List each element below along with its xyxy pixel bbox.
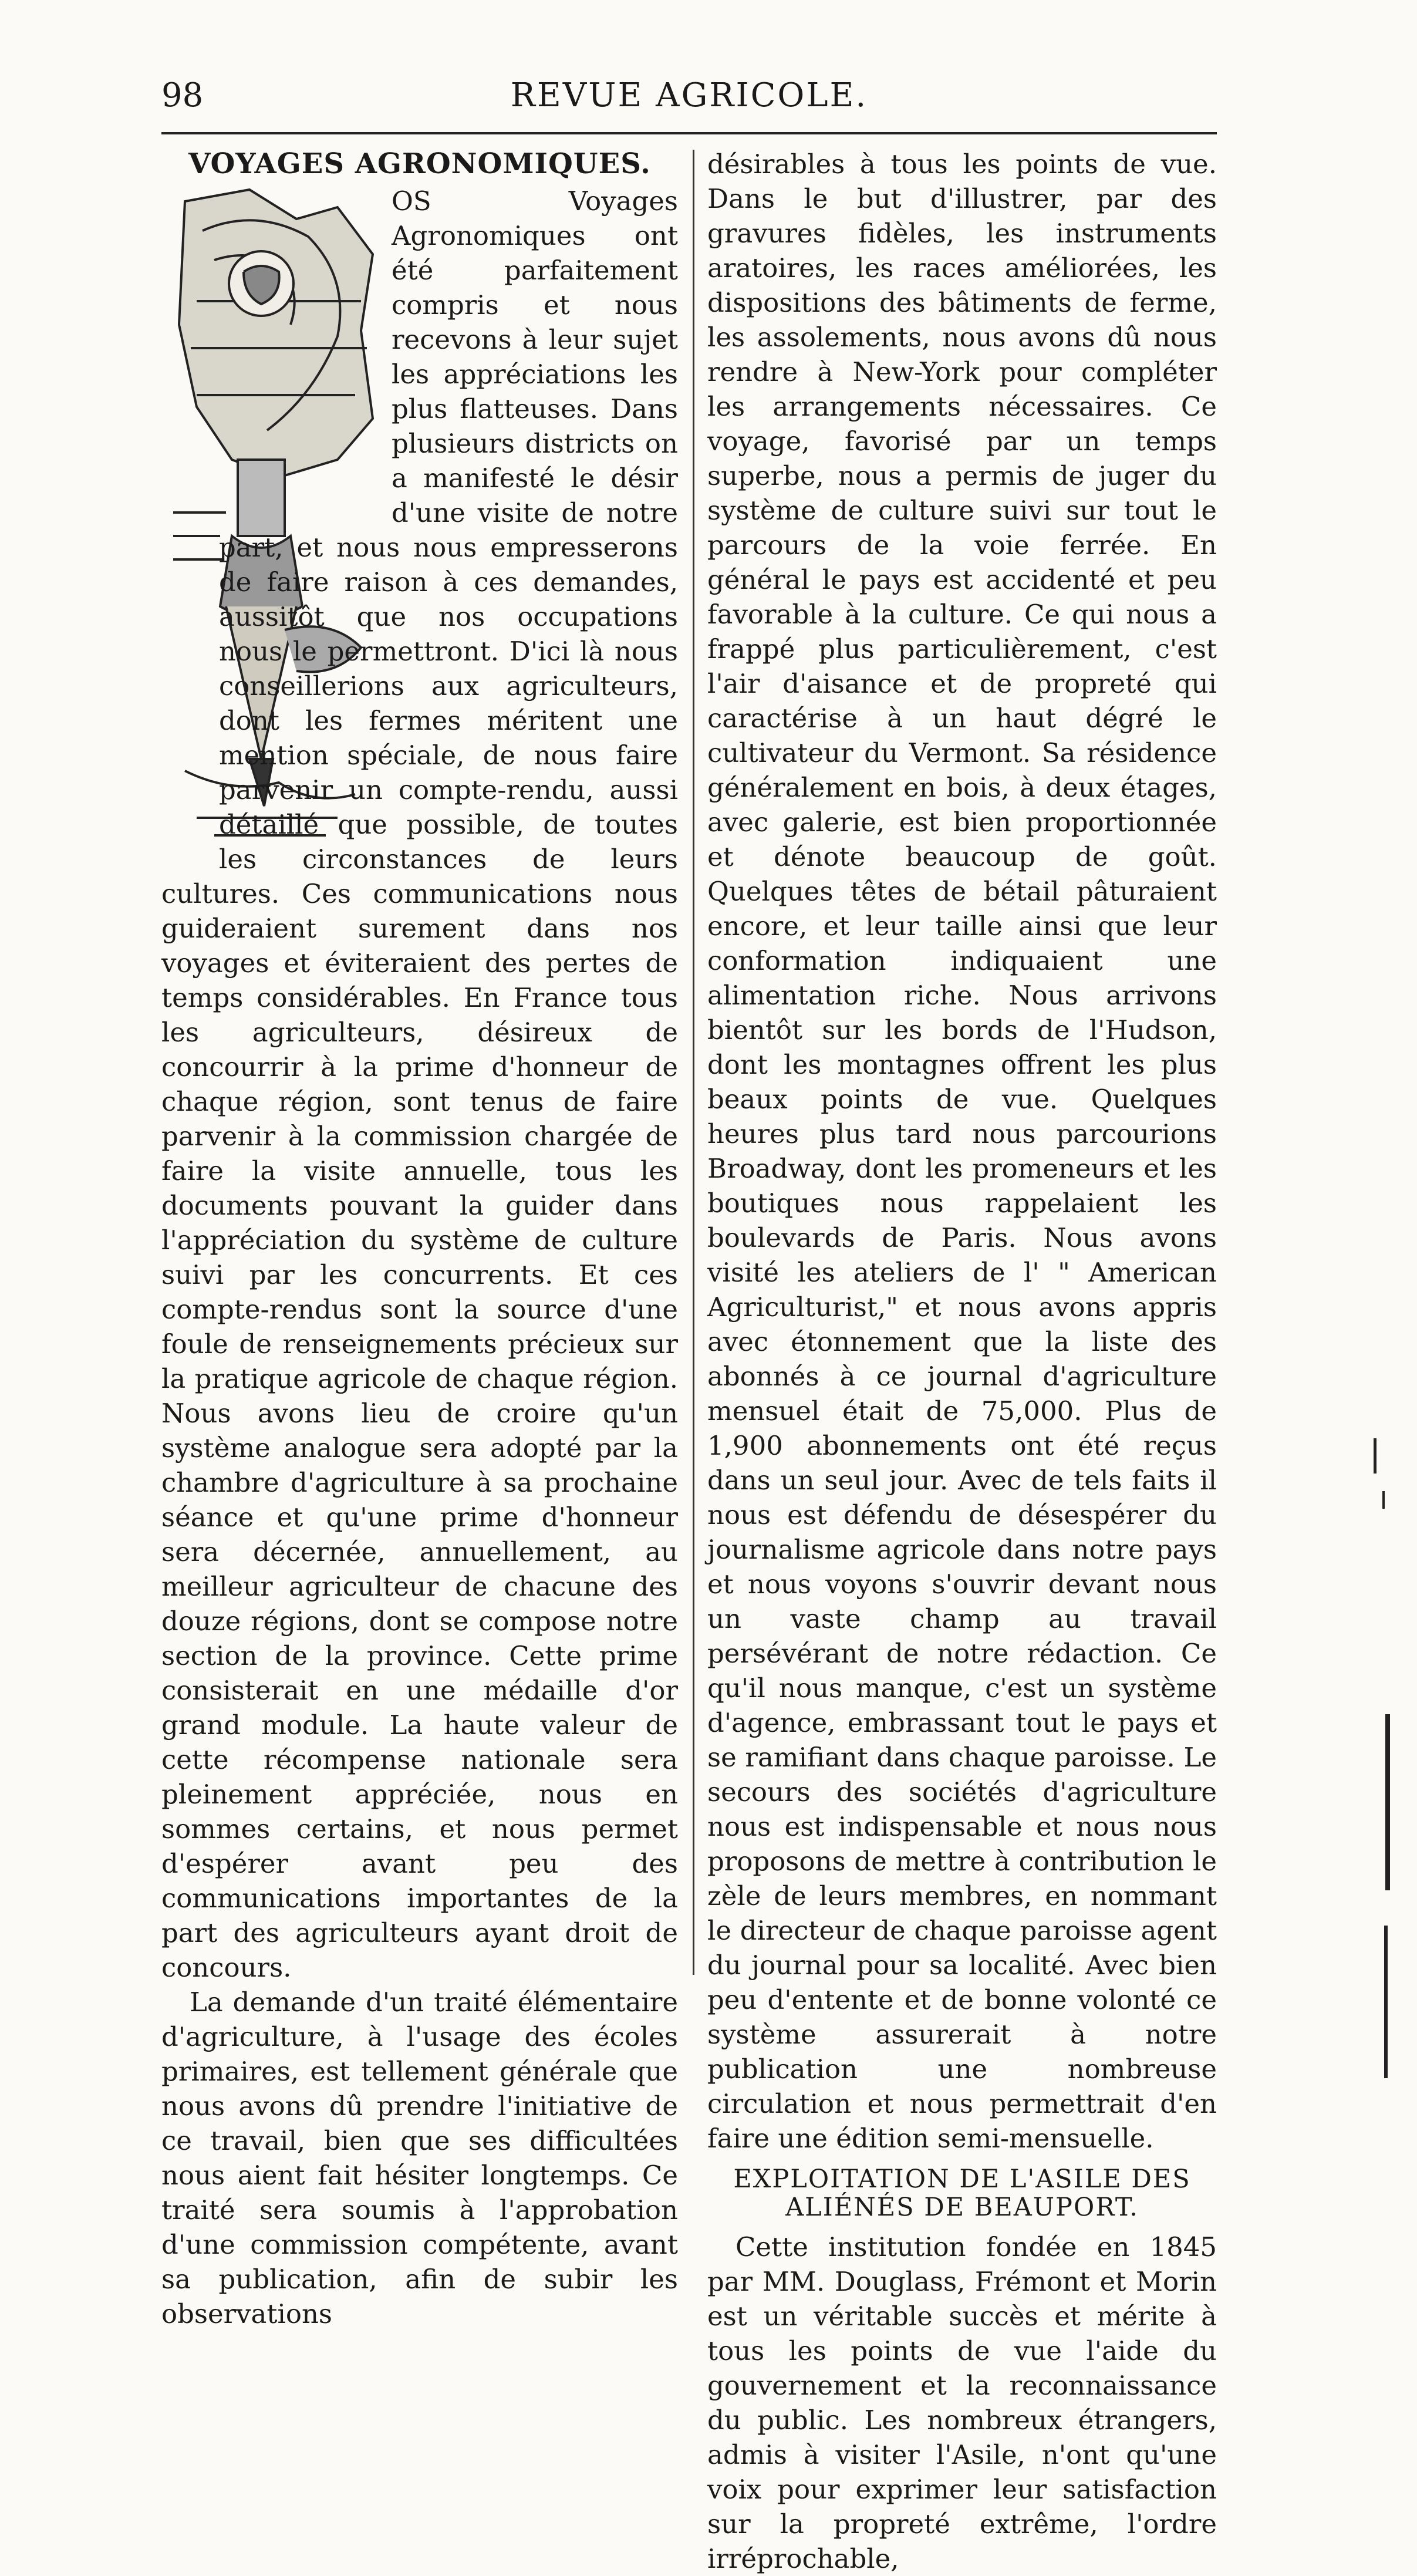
page-number: 98 <box>161 76 204 114</box>
header-rule <box>161 132 1217 134</box>
article-asile-paragraph: Cette institution fondée en 1845 par MM. Douglass, Frémont et Morin est un véritable succès et mérite à tous les points de vue l'aide du gouvernement et la reconnaissance du public. Les nombreux étrangers, admis à visiter l'Asile, n'ont qu'une voix pour exprimer leur satisfaction sur la propreté extrême, l'ordre irréprochable, <box>707 2231 1217 2574</box>
article-voyages-paragraph-1: OS Voyages Agronomiques ont été parfaitement compris et nous recevons à leur sujet les appréciations les plus flatteuses. Dans plusieurs districts on a manifesté le désir d'une visite de notre part, et nous nous empresserons de faire raison à ces demandes, aussitôt que nos occupations nous le permettront. D'ici là nous conseillerions aux agriculteurs, dont les fermes méritent une mention spéciale, de nous faire parvenir un compte-rendu, aussi détaillé que possible, de toutes les circonstances de leurs cultures. Ces communications nous guideraient surement dans nos voyages et éviteraient des pertes de temps considérables. En France tous les agriculteurs, désireux de concourrir à la prime d'honneur de chaque région, sont tenus de faire parvenir à la commission chargée de faire la visite annuelle, tous les documents pouvant la guider dans l'appréciation du système de culture suivi par les concurrents. Et ces compte-rendus sont la source d'une foule de renseignements précieux sur la pratique agricole de chaque région. Nous avons lieu de croire qu'un système analogue sera adopté par la chambre d'agriculture à sa prochaine séance et qu'une prime d'honneur sera décernée, annuellement, au meilleur agriculteur de chacune des douze régions, dont se compose notre section de la province. Cette prime consisterait en une médaille d'or grand module. La haute valeur de cette récompense nationale sera pleinement appréciée, nous en sommes certains, et nous permet d'espérer avant peu des communications importantes de la part des agriculteurs ayant droit de concours. <box>161 186 678 1983</box>
margin-mark-1 <box>1374 1438 1376 1474</box>
left-column <box>161 147 678 2329</box>
margin-mark-3 <box>1385 1714 1390 1890</box>
margin-mark-4 <box>1384 1926 1388 2078</box>
article-title-voyages: VOYAGES AGRONOMIQUES. <box>188 147 651 180</box>
article-voyages-paragraph-2: La demande d'un traité élémentaire d'agriculture, à l'usage des écoles primaires, est tellement générale que nous avons dû prendre l'initiative de ce travail, bien que ses difficultées nous aient fait hésiter longtemps. Ce traité sera soumis à l'approbation d'une commission compétente, avant sa publication, afin de subir les observations <box>161 1987 678 2329</box>
column-divider <box>693 150 694 1975</box>
margin-mark-2 <box>1382 1491 1385 1509</box>
page-header <box>161 75 1217 122</box>
article-voyages-continued: désirables à tous les points de vue. Dans le but d'illustrer, par des gravures fidèles, les instruments aratoires, les races améliorées, les dispositions des bâtiments de ferme, les assolements, nous avons dû nous rendre à New-York pour compléter les arrangements nécessaires. Ce voyage, favorisé par un temps superbe, nous a permis de juger du système de culture suivi sur tout le parcours de la voie ferrée. En général le pays est accidenté et peu favorable à la culture. Ce qui nous a frappé plus particulièrement, c'est l'air d'aisance et de propreté qui caractérise à un haut dégré le cultivateur du Vermont. Sa résidence généralement en bois, à deux étages, avec galerie, est bien proportionnée et dénote beaucoup de goût. Quelques têtes de bétail pâturaient encore, et leur taille ainsi que leur conformation indiquaient une alimentation riche. Nous arrivons bientôt sur les bords de l'Hudson, dont les montagnes offrent les plus beaux points de vue. Quelques heures plus tard nous parcourions Broadway, dont les promeneurs et les boutiques nous rappelaient les boulevards de Paris. Nous avons visité les ateliers de l' " American Agriculturist," et nous avons appris avec étonnement que la liste des abonnés à ce journal d'agriculture mensuel était de 75,000. Plus de 1,900 abonnements ont été reçus dans un seul jour. Avec de tels faits il nous est défendu de désespérer du journalisme agricole dans notre pays et nous voyons s'ouvrir devant nous un vaste champ au travail persévérant de notre rédaction. Ce qu'il nous manque, c'est un système d'agence, embrassant tout le pays et se ramifiant dans chaque paroisse. Le secours des sociétés d'agriculture nous est indispensable et nous nous proposons de mettre à contribution le zèle de leurs membres, en nommant le directeur de chaque paroisse agent du journal pour sa localité. Avec bien peu d'entente et de bonne volonté ce système assurerait à notre publication une nombreuse circulation et nous permettrait d'en faire une édition semi-mensuelle. <box>707 149 1217 2154</box>
right-column <box>707 147 1217 2574</box>
running-title: REVUE AGRICOLE. <box>510 76 868 114</box>
article-title-asile: EXPLOITATION DE L'ASILE DES ALIÉNÉS DE BEAUPORT. <box>733 2164 1191 2222</box>
